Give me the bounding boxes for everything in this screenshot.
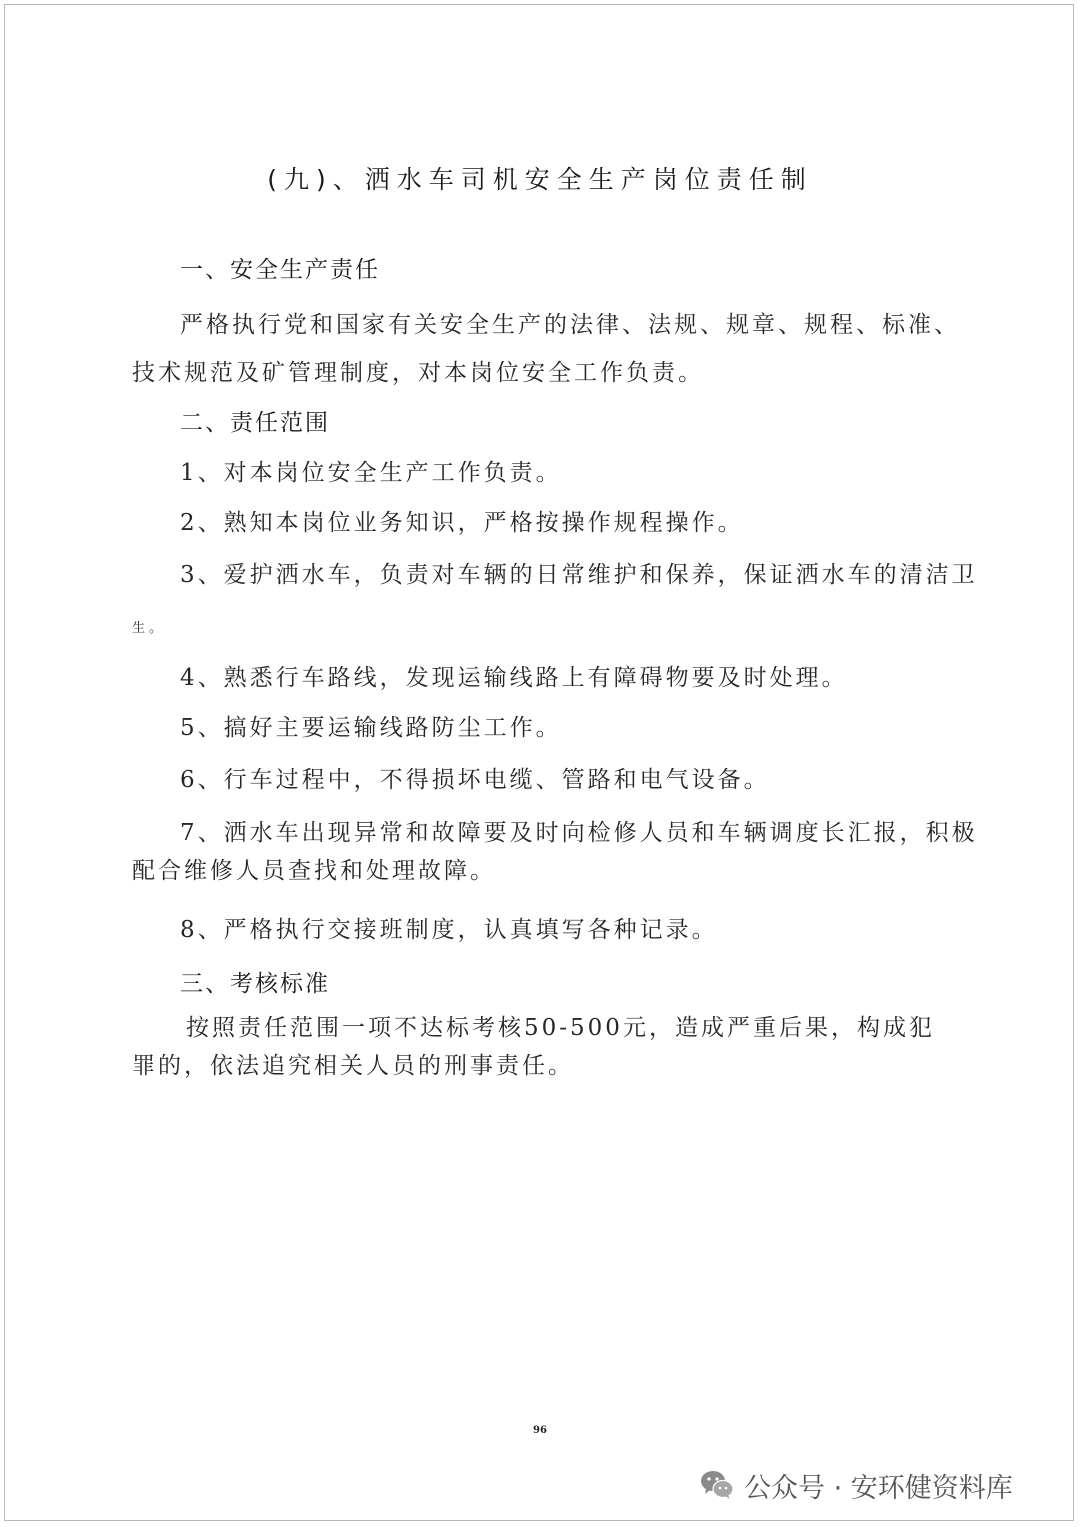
list-item: 3、爱护洒水车，负责对车辆的日常维护和保养，保证洒水车的清洁卫 — [180, 562, 978, 588]
list-item: 4、熟悉行车路线，发现运输线路上有障碍物要及时处理。 — [180, 665, 848, 691]
list-item: 2、熟知本岗位业务知识，严格按操作规程操作。 — [180, 510, 744, 536]
list-item: 6、行车过程中，不得损坏电缆、管路和电气设备。 — [180, 767, 770, 793]
watermark — [700, 1463, 1013, 1507]
list-item: 7、洒水车出现异常和故障要及时向检修人员和车辆调度长汇报，积极 — [180, 820, 978, 846]
paragraph-line: 技术规范及矿管理制度，对本岗位安全工作负责。 — [132, 360, 704, 386]
section-heading-responsibility-scope: 二、责任范围 — [180, 410, 330, 436]
paragraph-line: 按照责任范围一项不达标考核50-500元，造成严重后果，构成犯 — [186, 1015, 935, 1041]
list-item-continuation: 配合维修人员查找和处理故障。 — [132, 858, 496, 884]
list-item-continuation: 生。 — [132, 621, 167, 636]
page-number: 96 — [533, 1425, 547, 1436]
list-item: 1、对本岗位安全生产工作负责。 — [180, 460, 562, 486]
section-heading-safety-responsibility: 一、安全生产责任 — [180, 257, 380, 283]
page-title: (九)、洒水车司机安全生产岗位责任制 — [267, 165, 813, 194]
paragraph-line: 严格执行党和国家有关安全生产的法律、法规、规章、规程、标准、 — [180, 312, 960, 338]
list-item: 5、搞好主要运输线路防尘工作。 — [180, 715, 562, 741]
watermark-text: 公众号 · 安环健资料库 — [744, 1472, 1013, 1504]
list-item: 8、严格执行交接班制度，认真填写各种记录。 — [180, 917, 718, 943]
paragraph-line: 罪的，依法追究相关人员的刑事责任。 — [132, 1053, 574, 1079]
wechat-icon — [700, 1469, 734, 1501]
document-page — [4, 4, 1074, 1521]
section-heading-assessment-standard: 三、考核标准 — [180, 971, 330, 997]
